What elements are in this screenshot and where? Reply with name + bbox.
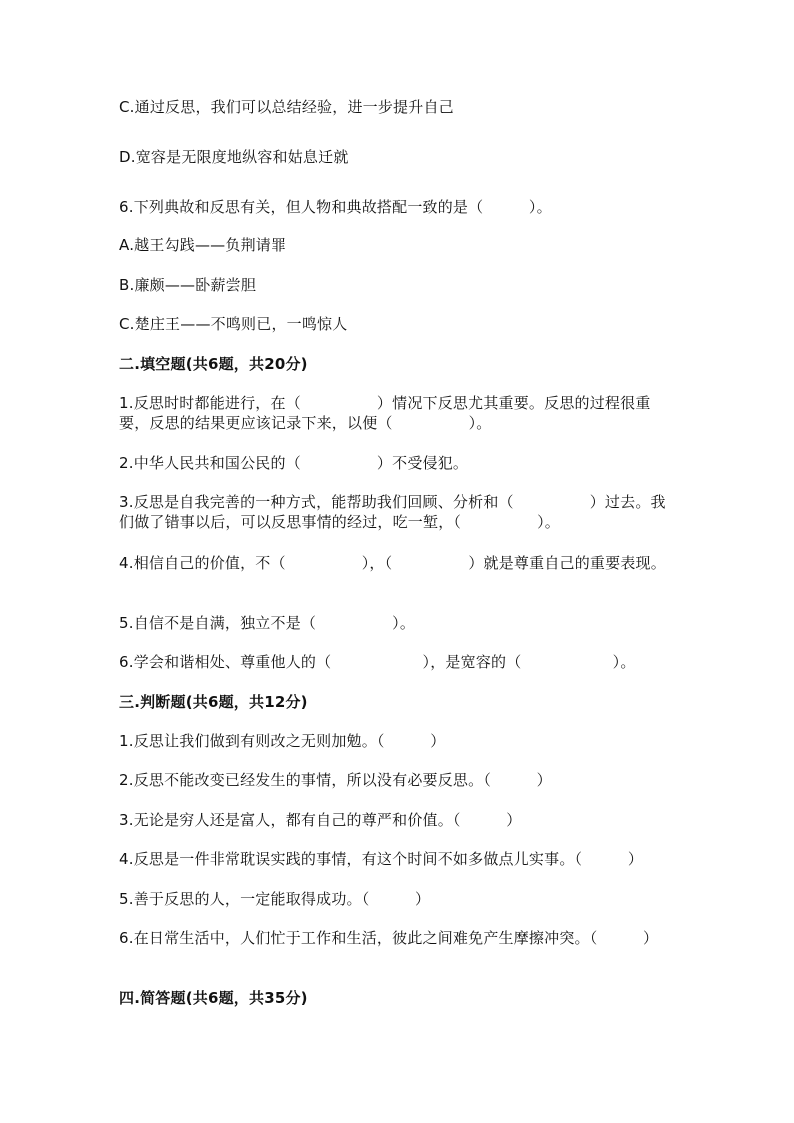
question-6: 6.下列典故和反思有关，但人物和典故搭配一致的是（ ）。 (119, 198, 552, 216)
section-heading-short-answer: 四.简答题(共6题，共35分) (119, 989, 308, 1007)
question-6-option-c: C.楚庄王——不鸣则已，一鸣惊人 (119, 315, 348, 333)
true-false-item-1: 1.反思让我们做到有则改之无则加勉。（ ） (119, 732, 446, 750)
fill-blank-item-6: 6.学会和谐相处、尊重他人的（ ），是宽容的（ ）。 (119, 653, 636, 671)
fill-blank-item-1: 1.反思时时都能进行，在（ ）情况下反思尤其重要。反思的过程很重要，反思的结果更应该记录下来，以便（ ）。 (119, 394, 651, 432)
section-heading-true-false: 三.判断题(共6题，共12分) (119, 693, 308, 711)
fill-blank-item-4: 4.相信自己的价值，不（ ），（ ）就是尊重自己的重要表现。 (119, 554, 666, 572)
true-false-item-5: 5.善于反思的人，一定能取得成功。（ ） (119, 890, 431, 908)
true-false-item-6: 6.在日常生活中，人们忙于工作和生活，彼此之间难免产生摩擦冲突。（ ） (119, 929, 659, 947)
fill-blank-item-5: 5.自信不是自满，独立不是（ ）。 (119, 614, 416, 632)
section-heading-fill-blank: 二.填空题(共6题，共20分) (119, 355, 308, 373)
fill-blank-item-2: 2.中华人民共和国公民的（ ）不受侵犯。 (119, 454, 469, 472)
option-c: C.通过反思，我们可以总结经验，进一步提升自己 (119, 98, 454, 116)
question-6-option-b: B.廉颇——卧薪尝胆 (119, 276, 257, 294)
question-6-option-a: A.越王勾践——负荆请罪 (119, 236, 287, 254)
true-false-item-3: 3.无论是穷人还是富人，都有自己的尊严和价值。（ ） (119, 811, 522, 829)
option-d: D.宽容是无限度地纵容和姑息迁就 (119, 148, 349, 166)
fill-blank-item-3: 3.反思是自我完善的一种方式，能帮助我们回顾、分析和（ ）过去。我们做了错事以后，可以反思事情的经过，吃一堑，（ ）。 (119, 493, 666, 531)
true-false-item-4: 4.反思是一件非常耽误实践的事情，有这个时间不如多做点儿实事。（ ） (119, 850, 644, 868)
true-false-item-2: 2.反思不能改变已经发生的事情，所以没有必要反思。（ ） (119, 771, 552, 789)
